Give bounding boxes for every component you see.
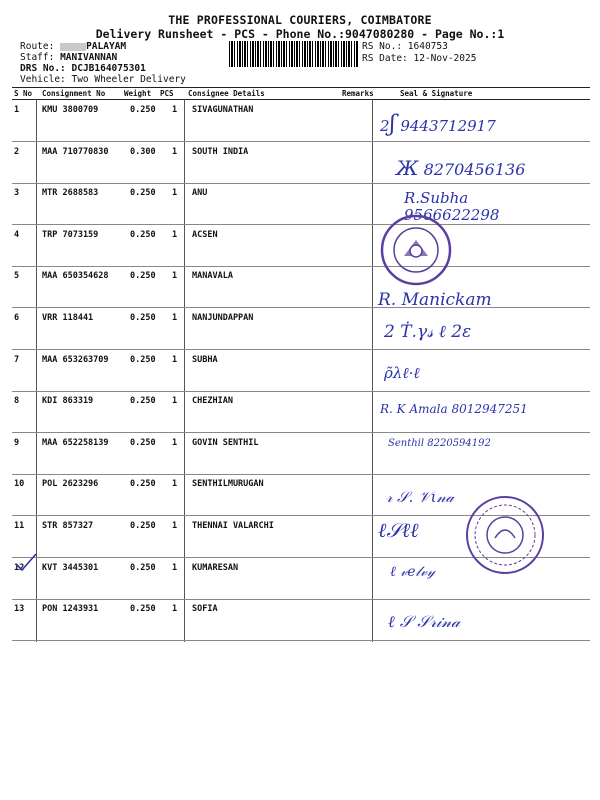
signature-3: R.Subha 9566622298 <box>404 189 500 224</box>
table-row <box>0 433 600 475</box>
col-remarks: Remarks <box>342 89 374 98</box>
row-consignment: PON 1243931 <box>42 604 99 615</box>
row-pcs: 1 <box>172 313 178 323</box>
signature-11: ℓ𝒮ℓℓ <box>378 518 419 542</box>
row-pcs: 1 <box>172 521 178 531</box>
row-weight: 0.250 <box>130 479 156 490</box>
row-weight: 0.250 <box>130 354 156 365</box>
row-pcs: 1 <box>172 562 178 573</box>
row-pcs: 1 <box>172 105 178 115</box>
row-weight: 0.250 <box>130 188 156 199</box>
row-consignment: VRR 118441 <box>42 313 94 323</box>
col-signature: Seal & Signature <box>400 89 473 98</box>
row-sno: 10 <box>14 479 25 490</box>
row-consignee: SUBHA <box>192 354 218 365</box>
row-sno: 4 <box>14 229 20 240</box>
row-weight: 0.250 <box>130 521 156 531</box>
signature-12: ℓ 𝓋𝑒𝓁𝓋𝓎 <box>390 564 436 580</box>
row-pcs: 1 <box>172 479 178 490</box>
vehicle-info: Vehicle: Two Wheeler Delivery <box>20 74 186 85</box>
row-consignee: THENNAI VALARCHI <box>192 521 274 531</box>
row-consignee: GOVIN SENTHIL <box>192 437 259 448</box>
row-weight: 0.250 <box>130 604 156 615</box>
row-consignee: MANAVALA <box>192 271 233 282</box>
rs-no-label: RS No.: <box>362 41 403 52</box>
row-weight: 0.250 <box>130 313 156 323</box>
row-consignment: MAA 652258139 <box>42 437 109 448</box>
rs-date-value: 12-Nov-2025 <box>413 53 477 64</box>
row-consignee: SOUTH INDIA <box>192 146 249 157</box>
row-pcs: 1 <box>172 146 178 157</box>
signature-5: R. Manickam <box>378 290 492 310</box>
row-consignment: KMU 3800709 <box>42 105 99 115</box>
row-consignment: TRP 7073159 <box>42 229 99 240</box>
row-pcs: 1 <box>172 188 178 199</box>
row-consignment: KDI 863319 <box>42 396 94 407</box>
row-consignment: MAA 710770830 <box>42 146 109 157</box>
route-redaction <box>60 43 86 51</box>
signature-2: Ж 8270456136 <box>396 156 526 180</box>
row-sno: 7 <box>14 354 20 365</box>
row-weight: 0.250 <box>130 437 156 448</box>
barcode <box>229 41 359 67</box>
signature-10: 𝓇 𝒮. 𝒱ι𝓃𝒶 <box>386 488 455 506</box>
row-pcs: 1 <box>172 396 178 407</box>
row-pcs: 1 <box>172 604 178 615</box>
staff-label: Staff: <box>20 52 55 63</box>
row-pcs: 1 <box>172 271 178 282</box>
row-weight: 0.250 <box>130 562 156 573</box>
row-consignment: POL 2623296 <box>42 479 99 490</box>
row-consignee: NANJUNDAPPAN <box>192 313 254 323</box>
col-sno: S No <box>14 89 33 98</box>
company-title: THE PROFESSIONAL COURIERS, COIMBATORE <box>168 13 432 27</box>
row-consignee: CHEZHIAN <box>192 396 233 407</box>
row-consignment: MTR 2688583 <box>42 188 99 199</box>
route-label: Route: <box>20 41 55 52</box>
row-weight: 0.300 <box>130 146 156 157</box>
row-consignee: ACSEN <box>192 229 218 240</box>
row-sno: 11 <box>14 521 25 531</box>
row-weight: 0.250 <box>130 396 156 407</box>
col-weight: Weight <box>124 89 152 98</box>
table-row <box>0 308 600 350</box>
row-pcs: 1 <box>172 229 178 240</box>
row-sno: 2 <box>14 146 20 157</box>
row-sno: 3 <box>14 188 20 199</box>
signature-8: R. K Amala 8012947251 <box>380 402 528 416</box>
row-sno: 12 <box>14 562 25 573</box>
row-consignment: STR 857327 <box>42 521 94 531</box>
rs-no-value: 1640753 <box>407 41 448 52</box>
table-row <box>0 225 600 267</box>
table-row <box>0 266 600 308</box>
row-sno: 13 <box>14 604 25 615</box>
route-line <box>20 41 126 52</box>
row-consignee: SOFIA <box>192 604 218 615</box>
row-sno: 5 <box>14 271 20 282</box>
row-consignee: ANU <box>192 188 208 199</box>
signature-9: Senthil 8220594192 <box>388 438 491 449</box>
table-row <box>0 100 600 142</box>
col-pcs: PCS <box>160 89 174 98</box>
row-separator <box>12 640 590 641</box>
row-pcs: 1 <box>172 437 178 448</box>
col-consignment: Consignment No <box>42 89 106 98</box>
staff-line <box>20 52 117 63</box>
drs-label: DRS No.: <box>20 63 66 74</box>
signature-13: ℓ 𝒮 𝒮𝓇𝒾𝓃𝒶 <box>388 612 461 631</box>
rs-date-line <box>362 53 476 64</box>
seal-stamp-icon <box>378 212 454 288</box>
row-sno: 6 <box>14 313 20 323</box>
signature-6: 2 Ṫ.γ𝓈 ℓ 2ε <box>384 322 472 342</box>
drs-line <box>20 63 146 74</box>
signature-1: 2ʃ 9443712917 <box>380 112 496 137</box>
route-value: PALAYAM <box>86 41 127 52</box>
row-consignee: SIVAGUNATHAN <box>192 105 254 115</box>
row-consignment: KVT 3445301 <box>42 562 99 573</box>
col-consignee: Consignee Details <box>188 89 265 98</box>
rs-date-label: RS Date: <box>362 53 408 64</box>
table-row <box>0 599 600 641</box>
row-sno: 1 <box>14 105 20 115</box>
drs-value: DCJB164075301 <box>71 63 146 74</box>
rs-no-line <box>362 41 448 52</box>
row-weight: 0.250 <box>130 229 156 240</box>
row-consignee: KUMARESAN <box>192 562 239 573</box>
row-pcs: 1 <box>172 354 178 365</box>
checkmark-icon <box>14 552 40 574</box>
staff-value: MANIVANNAN <box>60 52 118 63</box>
row-weight: 0.250 <box>130 271 156 282</box>
row-sno: 8 <box>14 396 20 407</box>
row-sno: 9 <box>14 437 20 448</box>
seal-stamp-icon <box>462 492 548 578</box>
row-weight: 0.250 <box>130 105 156 115</box>
row-consignment: MAA 653263709 <box>42 354 109 365</box>
runsheet-subtitle: Delivery Runsheet - PCS - Phone No.:9047080280 - Page No.:1 <box>95 27 505 41</box>
table-row <box>0 350 600 392</box>
row-consignee: SENTHILMURUGAN <box>192 479 264 490</box>
signature-7: ρ̃λℓ·ℓ <box>384 364 420 382</box>
row-consignment: MAA 650354628 <box>42 271 109 282</box>
